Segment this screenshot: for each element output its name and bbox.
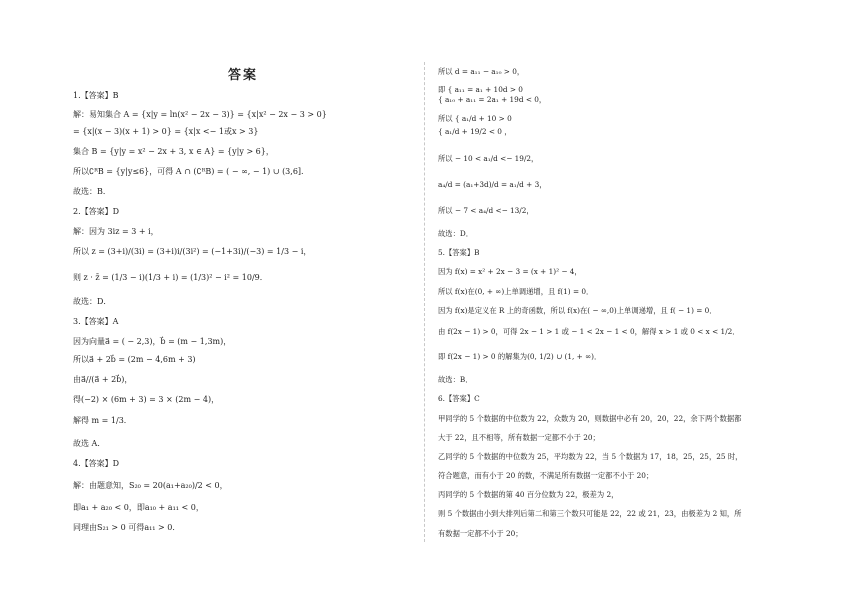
right-text-line: 大于 22，且不相等，所有数据一定都不小于 20；	[438, 433, 600, 442]
right-text-line: a₄/d = (a₁+3d)/d = a₁/d + 3，	[438, 180, 547, 189]
right-text-line: 所以 − 10 < a₁/d <− 19/2，	[438, 154, 539, 163]
right-text-line: 所以 − 7 < a₄/d <− 13/2，	[438, 206, 534, 215]
right-text-line: 即 f(2x − 1) > 0 的解集为(0, 1/2) ∪ (1, + ∞)．	[438, 352, 602, 361]
left-text-line: 故选：D．	[73, 297, 112, 306]
left-text-line: 所以a⃗ + 2b⃗ = (2m − 4,6m + 3)	[73, 355, 196, 364]
left-text-line: 2.【答案】D	[73, 207, 120, 216]
right-text-line: 所以 d = a₁₁ − a₁₀ > 0，	[438, 67, 525, 76]
left-text-line: 所以 z = (3+i)/(3i) = (3+i)i/(3i²) = (−1+3i)/(−3) = 1/3 − i，	[73, 247, 312, 256]
right-text-line: 则 5 个数据由小到大排列后第二和第三个数只可能是 22，22 或 21，23，由极差为 2 知，所	[438, 509, 742, 518]
left-text-line: 3.【答案】A	[73, 317, 119, 326]
right-text-line: 符合题意，而有小于 20 的数，不满足所有数据一定都不小于 20；	[438, 471, 654, 480]
right-text-line: 由 f(2x − 1) > 0，可得 2x − 1 > 1 或 − 1 < 2x − 1 < 0，解得 x > 1 或 0 < x < 1/2．	[438, 327, 740, 336]
right-text-line: 即 { a₁₁ = a₁ + 10d > 0	[438, 85, 523, 94]
left-text-line: 故选 A．	[73, 439, 106, 448]
left-text-line: 1.【答案】B	[73, 91, 119, 100]
right-text-line: 5.【答案】B	[438, 248, 480, 257]
right-text-line: 所以 f(x)在(0, + ∞)上单调递增，且 f(1) = 0．	[438, 287, 594, 296]
right-text-line: 丙同学的 5 个数据的第 40 百分位数为 22，极差为 2，	[438, 490, 619, 499]
left-text-line: = {x|(x − 3)(x + 1) > 0} = {x|x <− 1或x > 3}	[73, 127, 259, 136]
left-text-line: 解得 m = 1/3．	[73, 416, 132, 425]
left-text-line: 4.【答案】D	[73, 459, 120, 468]
column-divider	[424, 62, 425, 542]
right-text-line: 因为 f(x)是定义在 R 上的奇函数，所以 f(x)在( − ∞,0)上单调递增，且 f( − 1) = 0．	[438, 306, 717, 315]
left-text-line: 解：由题意知，S₂₀ = 20(a₁+a₂₀)/2 < 0，	[73, 481, 228, 490]
left-text-line: 同理由S₂₁ > 0 可得a₁₁ > 0．	[73, 523, 181, 532]
right-text-line: 因为 f(x) = x² + 2x − 3 = (x + 1)² − 4，	[438, 267, 582, 276]
right-text-line: 甲同学的 5 个数据的中位数为 22，众数为 20，则数据中必有 20，20，22，余下两个数据都	[438, 414, 742, 423]
left-text-line: 解：易知集合 A = {x|y = ln(x² − 2x − 3)} = {x|x² − 2x − 3 > 0}	[73, 110, 327, 119]
right-text-line: 故选：D．	[438, 229, 474, 238]
left-text-line: 集合 B = {y|y = x² − 2x + 3, x ∈ A} = {y|y > 6}，	[73, 147, 274, 156]
right-text-line: { a₁₀ + a₁₁ = 2a₁ + 19d < 0，	[438, 95, 547, 104]
left-text-line: 因为向量a⃗ = ( − 2,3)，b⃗ = (m − 1,3m)，	[73, 337, 232, 346]
left-text-line: 即a₁ + a₂₀ < 0，即a₁₀ + a₁₁ < 0，	[73, 503, 204, 512]
left-text-line: 则 z · z̄ = (1/3 − i)(1/3 + i) = (1/3)² − i² = 10/9．	[73, 273, 268, 282]
page-title: 答案	[227, 68, 258, 83]
right-text-line: { a₁/d + 19/2 < 0 ，	[438, 127, 512, 136]
right-text-line: 有数据一定都不小于 20；	[438, 529, 523, 538]
left-text-line: 所以∁ᴿB = {y|y≤6}，可得 A ∩ (∁ᴿB) = ( − ∞, − 1) ∪ (3,6].	[73, 167, 304, 176]
left-text-line: 由a⃗//(a⃗ + 2b⃗)，	[73, 375, 133, 384]
left-text-line: 得(−2) × (6m + 3) = 3 × (2m − 4)，	[73, 395, 220, 404]
right-text-line: 乙同学的 5 个数据的中位数为 25，平均数为 22，当 5 个数据为 17，18，25，25，25 时，	[438, 452, 743, 461]
left-text-line: 解：因为 3iz = 3 + i，	[73, 227, 159, 236]
right-text-line: 6.【答案】C	[438, 394, 480, 403]
right-text-line: 所以 { a₁/d + 10 > 0	[438, 114, 512, 123]
right-text-line: 故选：B．	[438, 375, 473, 384]
left-text-line: 故选：B．	[73, 187, 111, 196]
